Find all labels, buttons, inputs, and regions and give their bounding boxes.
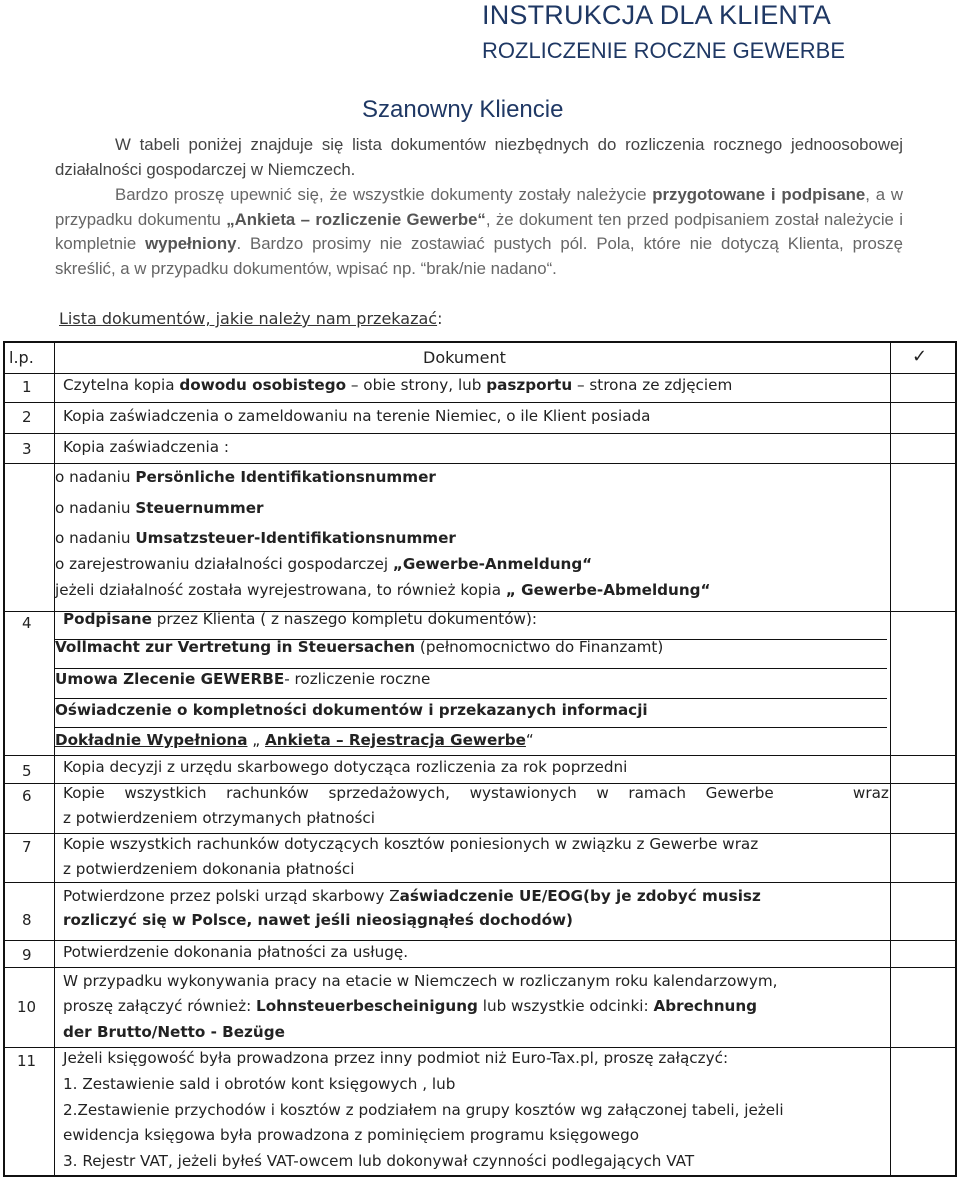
row-number: 11	[17, 1052, 37, 1070]
document-title: INSTRUKCJA DLA KLIENTA	[482, 0, 831, 30]
row-2-text: Kopia zaświadczenia o zameldowaniu na terenie Niemiec, o ile Klient posiada	[63, 407, 651, 425]
row-11-line-1: Jeżeli księgowość była prowadzona przez inny podmiot niż Euro-Tax.pl, proszę załączyć:	[63, 1049, 729, 1067]
column-header-check: ✓	[912, 346, 928, 367]
row-number: 4	[22, 614, 32, 632]
row-number: 7	[22, 838, 32, 856]
row-number: 3	[22, 440, 32, 458]
row-divider	[5, 967, 955, 968]
row-9-text: Potwierdzenie dokonania płatności za usługę.	[63, 943, 409, 961]
row-11-line-5: 3. Rejestr VAT, jeżeli byłeś VAT-owcem lub dokonywał czynności podlegających VAT	[63, 1152, 695, 1170]
row-4-item: Oświadczenie o kompletności dokumentów i przekazanych informacji	[55, 701, 648, 719]
greeting: Szanowny Kliencie	[362, 96, 564, 123]
row-divider	[5, 463, 955, 464]
row-divider	[5, 402, 955, 403]
row-3-item: o nadaniu Steuernummer	[55, 499, 264, 517]
row-3-item: o nadaniu Umsatzsteuer-Identifikationsnummer	[55, 529, 456, 547]
row-10-line-1: W przypadku wykonywania pracy na etacie w Niemczech w rozliczanym roku kalendarzowym,	[63, 972, 778, 990]
row-11-line-2: 1. Zestawienie sald i obrotów kont księgowych , lub	[63, 1075, 456, 1093]
row-number: 8	[22, 911, 32, 929]
intro-paragraph-1: W tabeli poniżej znajduje się lista dokumentów niezbędnych do rozliczenia rocznego jednoosobowej działalności gospodarczej w Niemczech.	[55, 135, 903, 179]
row-7-line-1: Kopie wszystkich rachunków dotyczących kosztów poniesionych w związku z Gewerbe wraz	[63, 835, 759, 853]
row-number: 1	[22, 378, 32, 396]
row-number: 6	[22, 787, 32, 805]
document-subtitle: ROZLICZENIE ROCZNE GEWERBE	[482, 38, 846, 63]
row-5-text: Kopia decyzji z urzędu skarbowego dotycząca rozliczenia za rok poprzedni	[63, 758, 628, 776]
column-divider	[890, 343, 891, 1175]
row-number: 5	[22, 762, 32, 780]
row-3-item: o nadaniu Persönliche Identifikationsnummer	[55, 468, 436, 486]
row-11-line-4: ewidencja księgowa była prowadzona z pominięciem programu księgowego	[63, 1126, 640, 1144]
row-1-text: Czytelna kopia dowodu osobistego – obie strony, lub paszportu – strona ze zdjęciem	[63, 376, 733, 394]
row-10-line-2: proszę załączyć również: Lohnsteuerbescheinigung lub wszystkie odcinki: Abrechnung	[63, 997, 758, 1015]
row-6-line-2: z potwierdzeniem otrzymanych płatności	[63, 809, 376, 827]
row-divider	[5, 882, 955, 883]
row-3-item: jeżeli działalność została wyrejestrowana, to również kopia „ Gewerbe-Abmeldung“	[55, 581, 711, 599]
row-6-line-1: Kopie wszystkich rachunków sprzedażowych, wystawionych w ramach Gewerbe wraz	[63, 784, 889, 802]
row-10-line-3: der Brutto/Netto - Bezüge	[63, 1023, 285, 1041]
row-number: 10	[17, 998, 37, 1016]
row-4-item: Dokładnie Wypełniona „ Ankieta – Rejestracja Gewerbe“	[55, 731, 534, 749]
row-3-text: Kopia zaświadczenia :	[63, 438, 230, 456]
row-divider	[5, 433, 955, 434]
row-4-item: Umowa Zlecenie GEWERBE- rozliczenie roczne	[55, 670, 431, 688]
column-header-lp: l.p.	[9, 348, 34, 367]
row-4-text: Podpisane przez Klienta ( z naszego kompletu dokumentów):	[63, 610, 537, 628]
list-label: Lista dokumentów, jakie należy nam przekazać:	[59, 309, 443, 328]
row-8-line-2: rozliczyć się w Polsce, nawet jeśli nieosiągnąłeś dochodów)	[63, 911, 573, 929]
row-3-item: o zarejestrowaniu działalności gospodarczej „Gewerbe-Anmeldung“	[55, 555, 593, 573]
intro-paragraph-2: Bardzo proszę upewnić się, że wszystkie dokumenty zostały należycie przygotowane i podpisane, a w przypadku dokumentu „Ankieta – rozliczenie Gewerbe“, że dokument ten przed podpisaniem został należycie i kompletnie wypełniony. Bardzo prosimy nie zostawiać pustych pól. Pola, które nie dotyczą Klienta, proszę skreślić, a w przypadku dokumentów, wpisać np. “brak/nie nadano“.	[55, 185, 904, 278]
row-number: 2	[22, 408, 32, 426]
column-header-document: Dokument	[423, 348, 506, 367]
row-11-line-3: 2.Zestawienie przychodów i kosztów z podziałem na grupy kosztów wg załączonej tabeli, jeżeli	[63, 1101, 784, 1119]
row-number: 9	[22, 946, 32, 964]
row-8-line-1: Potwierdzone przez polski urząd skarbowy Zaświadczenie UE/EOG(by je zdobyć musisz	[63, 887, 761, 905]
row-4-item: Vollmacht zur Vertretung in Steuersachen (pełnomocnictwo do Finanzamt)	[55, 638, 664, 656]
row-7-line-2: z potwierdzeniem dokonania płatności	[63, 860, 355, 878]
